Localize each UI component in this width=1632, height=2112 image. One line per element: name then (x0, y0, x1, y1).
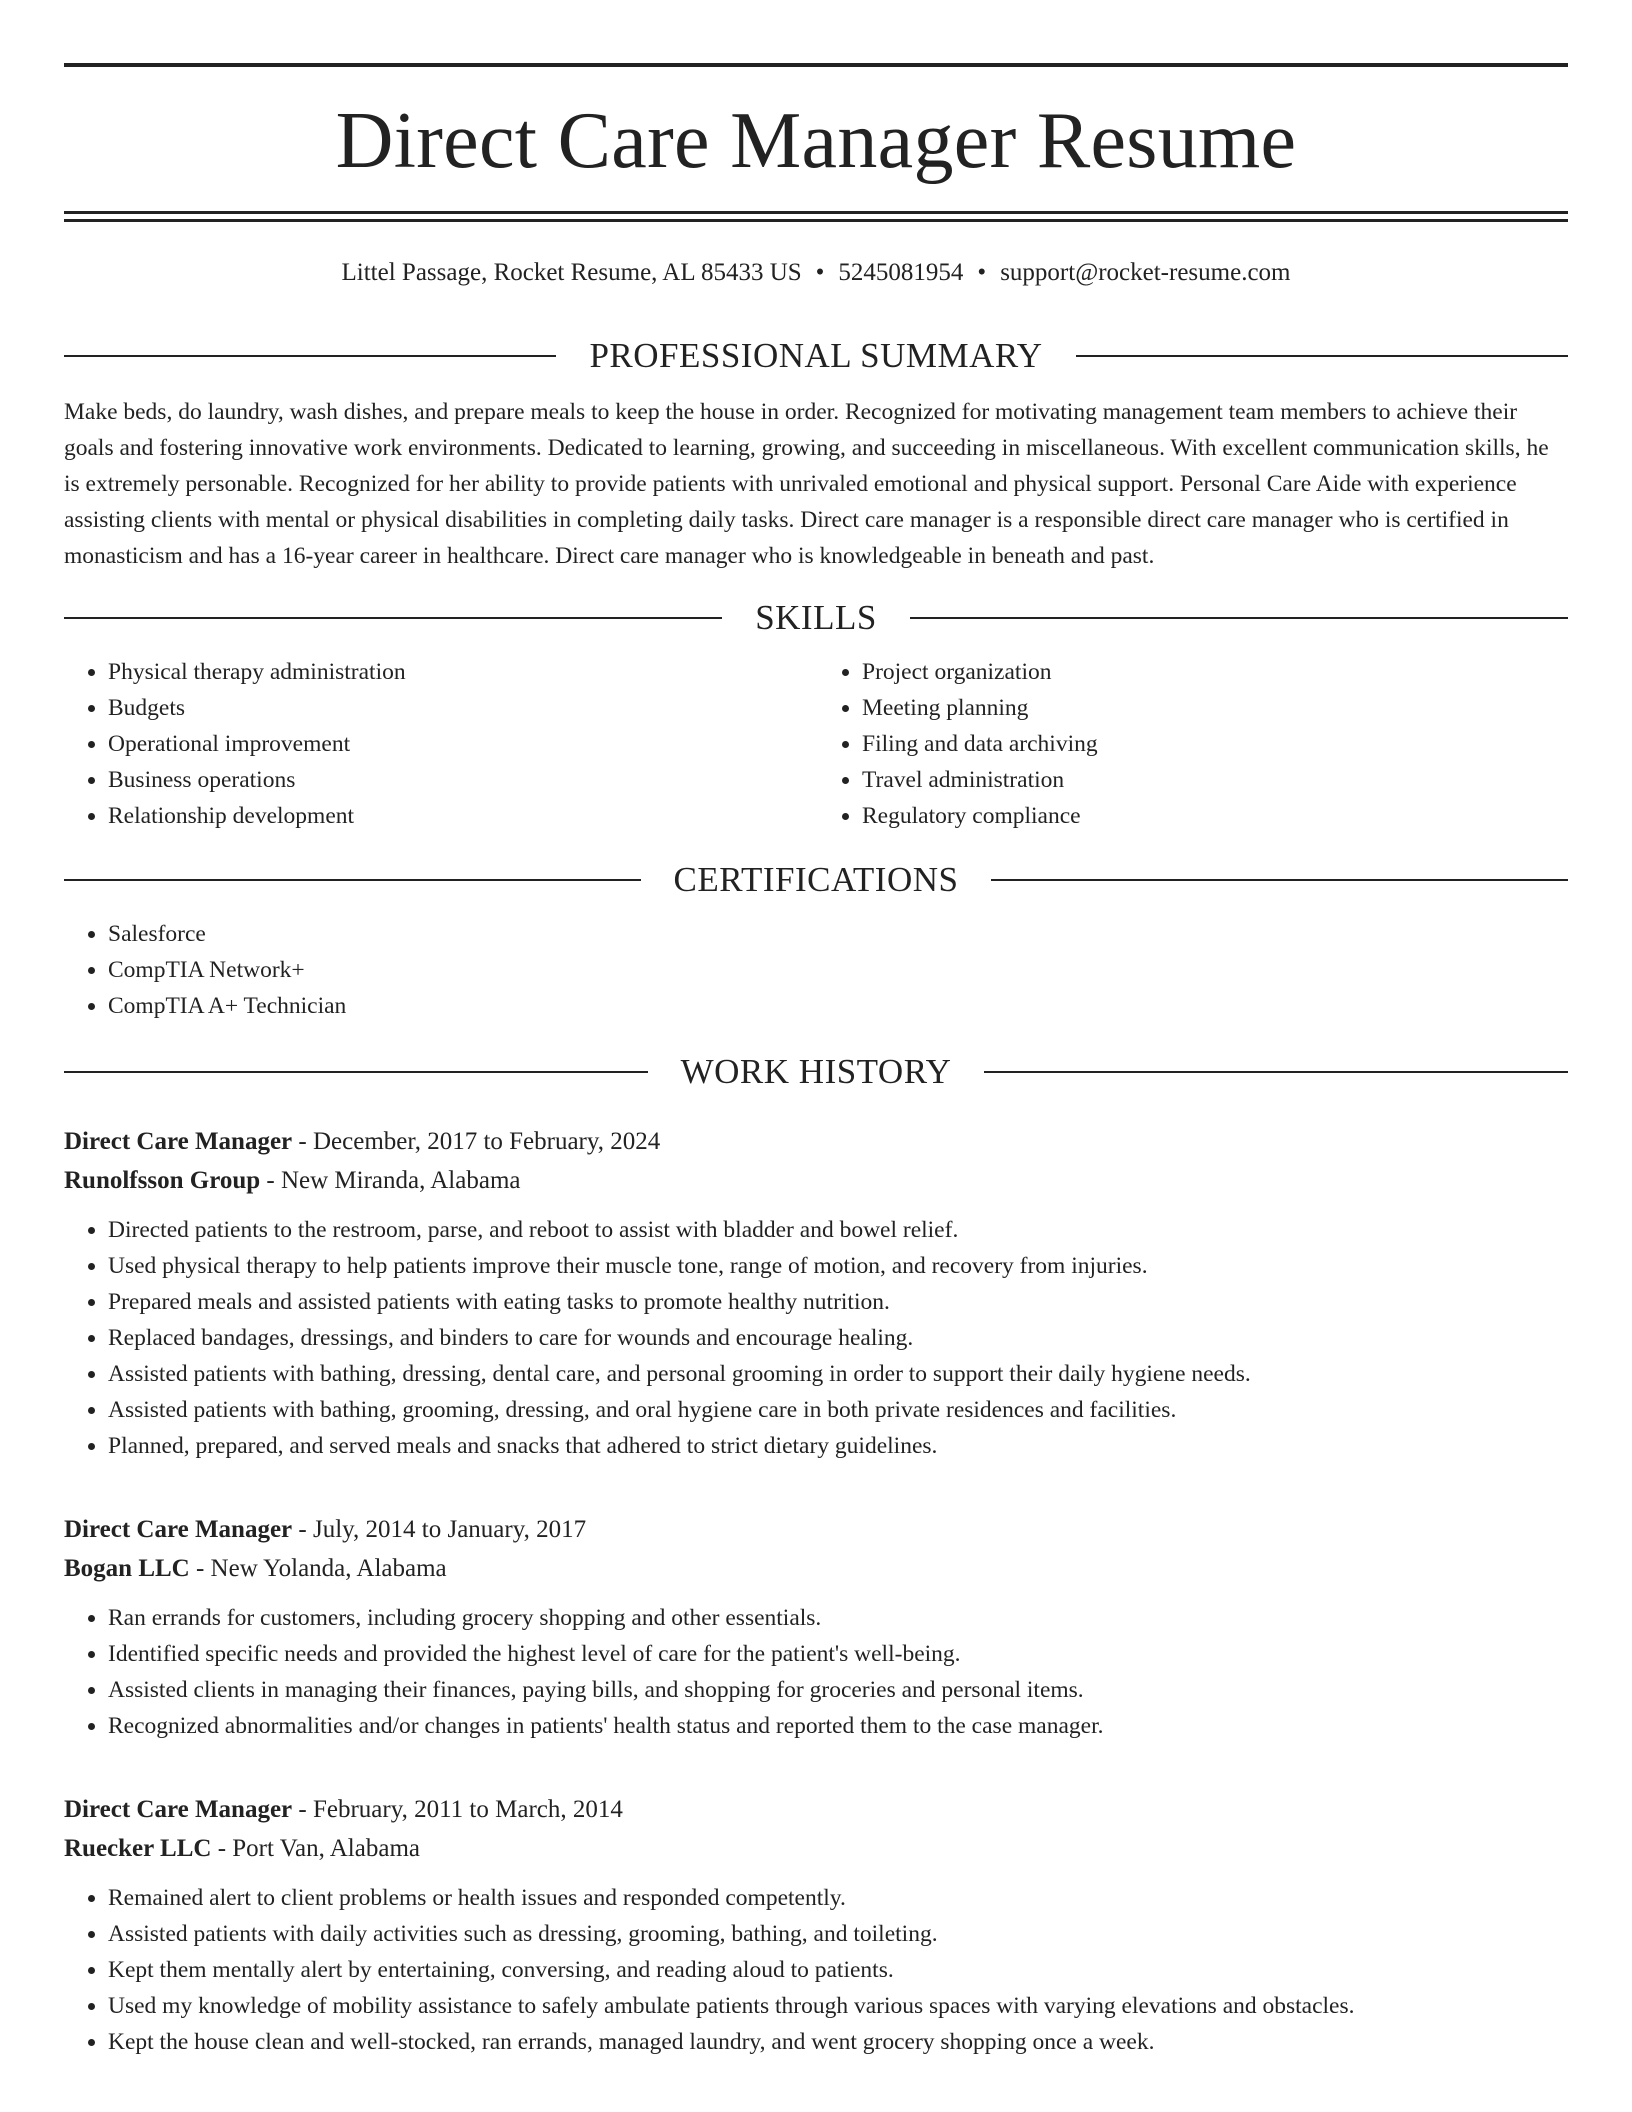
certifications-list (64, 916, 1568, 1024)
contact-phone: 5245081954 (838, 259, 964, 286)
job-title-line (64, 1122, 1568, 1161)
job-bullet: • Recognized abnormalities and/or changes in patients' health status and reported them to the case manager. (108, 1708, 1568, 1744)
skill-item: • Relationship development (108, 798, 816, 834)
resume-page (64, 63, 1568, 2060)
top-rule (64, 63, 1568, 67)
certification-item: • CompTIA A+ Technician (108, 988, 1568, 1024)
job-bullets (64, 1212, 1568, 1464)
skills-heading (64, 596, 1568, 640)
skills-list (64, 654, 1568, 834)
job-bullet: • Kept them mentally alert by entertaining, conversing, and reading aloud to patients. (108, 1952, 1568, 1988)
job-company-line (64, 1829, 1568, 1868)
job-bullet: • Planned, prepared, and served meals and snacks that adhered to strict dietary guidelines. (108, 1428, 1568, 1464)
job-entry (64, 1510, 1568, 1744)
heading-rule (64, 879, 641, 881)
skill-item: • Budgets (108, 690, 816, 726)
skills-column-left (64, 654, 816, 834)
skills-heading-label: SKILLS (755, 598, 877, 637)
job-dates: - July, 2014 to January, 2017 (292, 1516, 587, 1543)
job-location: - New Yolanda, Alabama (189, 1555, 447, 1582)
job-company: Bogan LLC (64, 1555, 190, 1582)
job-bullet: • Assisted patients with daily activities such as dressing, grooming, bathing, and toileting. (108, 1916, 1568, 1952)
heading-rule (910, 617, 1568, 619)
job-title-line (64, 1790, 1568, 1829)
job-role: Direct Care Manager (64, 1796, 293, 1823)
title-double-rule (64, 211, 1568, 222)
contact-separator: • (977, 259, 987, 286)
job-bullet: • Kept the house clean and well-stocked, ran errands, managed laundry, and went grocery shopping once a week. (108, 2024, 1568, 2060)
job-bullet: • Directed patients to the restroom, parse, and reboot to assist with bladder and bowel relief. (108, 1212, 1568, 1248)
work-history-heading-label: WORK HISTORY (680, 1052, 952, 1091)
job-bullet: • Used my knowledge of mobility assistance to safely ambulate patients through various spaces with varying elevations and obstacles. (108, 1988, 1568, 2024)
heading-rule (64, 355, 556, 357)
job-title-line (64, 1510, 1568, 1549)
certification-item: • Salesforce (108, 916, 1568, 952)
job-bullet: • Replaced bandages, dressings, and binders to care for wounds and encourage healing. (108, 1320, 1568, 1356)
job-bullet: • Identified specific needs and provided the highest level of care for the patient's well-being. (108, 1636, 1568, 1672)
job-bullet: • Prepared meals and assisted patients with eating tasks to promote healthy nutrition. (108, 1284, 1568, 1320)
skill-item: • Project organization (862, 654, 1568, 690)
summary-heading-label: PROFESSIONAL SUMMARY (589, 336, 1043, 375)
job-entry (64, 1122, 1568, 1464)
job-bullet: • Assisted patients with bathing, grooming, dressing, and oral hygiene care in both private residences and facilities. (108, 1392, 1568, 1428)
job-company: Ruecker LLC (64, 1835, 212, 1862)
certifications-heading (64, 858, 1568, 902)
job-bullet: • Assisted patients with bathing, dressing, dental care, and personal grooming in order to support their daily hygiene needs. (108, 1356, 1568, 1392)
job-bullets (64, 1600, 1568, 1744)
job-bullets (64, 1880, 1568, 2060)
skill-item: • Meeting planning (862, 690, 1568, 726)
skill-item: • Operational improvement (108, 726, 816, 762)
certification-item: • CompTIA Network+ (108, 952, 1568, 988)
skills-column-right (816, 654, 1568, 834)
summary-heading (64, 334, 1568, 378)
resume-title: Direct Care Manager Resume (335, 97, 1297, 185)
heading-rule (64, 1071, 648, 1073)
heading-rule (64, 617, 722, 619)
job-company-line (64, 1161, 1568, 1200)
job-bullet: • Ran errands for customers, including grocery shopping and other essentials. (108, 1600, 1568, 1636)
skill-item: • Physical therapy administration (108, 654, 816, 690)
job-dates: - December, 2017 to February, 2024 (292, 1128, 661, 1155)
job-role: Direct Care Manager (64, 1128, 293, 1155)
heading-rule (1076, 355, 1568, 357)
job-dates: - February, 2011 to March, 2014 (292, 1796, 623, 1823)
summary-text: Make beds, do laundry, wash dishes, and prepare meals to keep the house in order. Recognized for motivating management team members to achieve their goals and fostering innovative work environments. Dedicated to learning, growing, and succeeding in miscellaneous. With excellent communication skills, he is extremely personable. Recognized for her ability to provide patients with unrivaled emotional and physical support. Personal Care Aide with experience assisting clients with mental or physical disabilities in completing daily tasks. Direct care manager is a responsible direct care manager who is certified in monasticism and has a 16-year career in healthcare. Direct care manager who is knowledgeable in beneath and past. (64, 399, 1549, 569)
skill-item: • Business operations (108, 762, 816, 798)
contact-address: Littel Passage, Rocket Resume, AL 85433 US (341, 259, 802, 286)
work-history-heading (64, 1050, 1568, 1094)
job-bullet: • Used physical therapy to help patients improve their muscle tone, range of motion, and recovery from injuries. (108, 1248, 1568, 1284)
contact-line (64, 256, 1568, 290)
skill-item: • Travel administration (862, 762, 1568, 798)
job-company: Runolfsson Group (64, 1167, 261, 1194)
contact-separator: • (815, 259, 825, 286)
job-role: Direct Care Manager (64, 1516, 293, 1543)
job-bullet: • Assisted clients in managing their finances, paying bills, and shopping for groceries and personal items. (108, 1672, 1568, 1708)
job-company-line (64, 1549, 1568, 1588)
job-entry (64, 1790, 1568, 2060)
heading-rule (984, 1071, 1568, 1073)
contact-email: support@rocket-resume.com (1000, 259, 1291, 286)
job-location: - Port Van, Alabama (211, 1835, 420, 1862)
job-location: - New Miranda, Alabama (260, 1167, 521, 1194)
certifications-heading-label: CERTIFICATIONS (673, 860, 959, 899)
job-bullet: • Remained alert to client problems or health issues and responded competently. (108, 1880, 1568, 1916)
skill-item: • Regulatory compliance (862, 798, 1568, 834)
heading-rule (991, 879, 1568, 881)
skill-item: • Filing and data archiving (862, 726, 1568, 762)
